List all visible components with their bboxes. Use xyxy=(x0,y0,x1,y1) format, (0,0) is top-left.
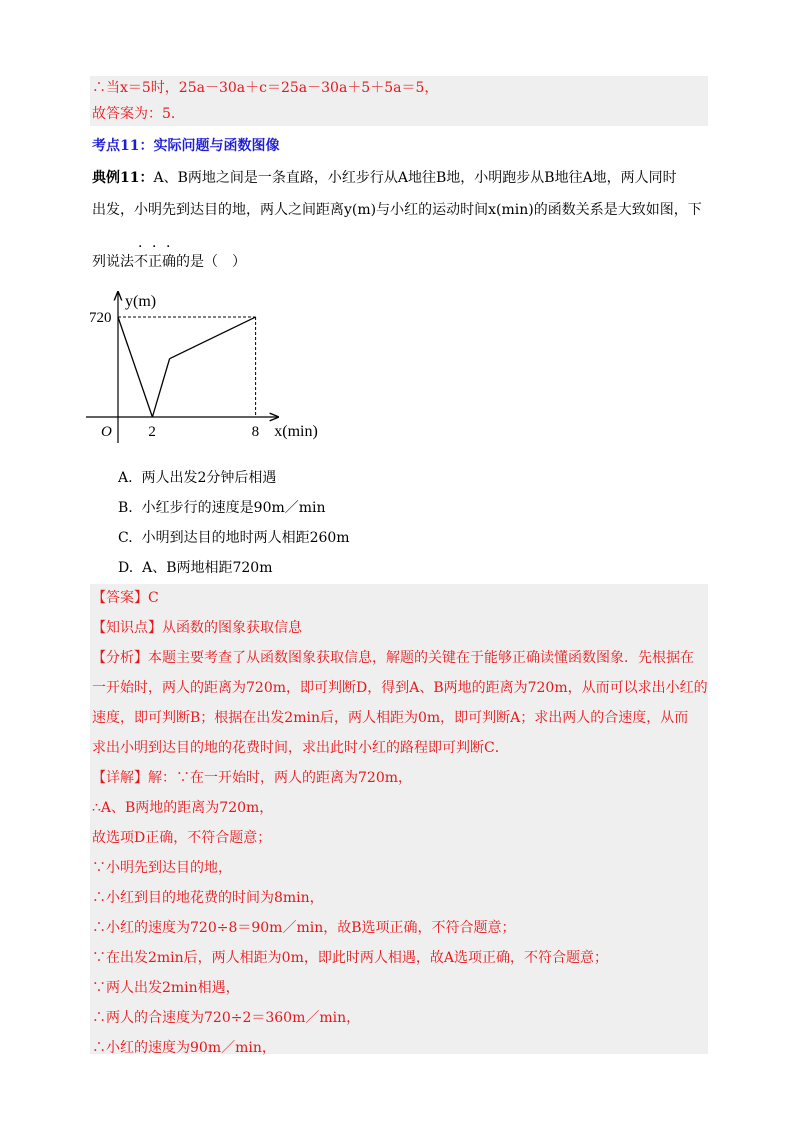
x-axis-label: x(min) xyxy=(274,423,318,440)
previous-solution-line-1: ∴当x＝5时，25a－30a＋c＝25a－30a＋5＋5a＝5， xyxy=(92,80,439,96)
y-axis-label: y(m) xyxy=(125,293,157,310)
series-segment-3 xyxy=(170,317,256,359)
option-a-letter: A. xyxy=(118,470,133,486)
answer-line-3: 【分析】本题主要考查了从函数图象获取信息，解题的关键在于能够正确读懂函数图象．先根据在 xyxy=(92,650,694,666)
answer-line-13: ∵在出发2min后，两人相距为0m，即此时两人相遇，故A选项正确，不符合题意； xyxy=(92,950,608,966)
emphasis-char-1: 不 xyxy=(134,254,148,270)
example-label: 典例11： xyxy=(92,170,154,186)
option-c[interactable] xyxy=(118,528,350,548)
option-c-letter: C. xyxy=(118,530,133,546)
answer-line-15: ∴两人的合速度为720÷2＝360m／min， xyxy=(92,1010,361,1026)
y-tick-720: 720 xyxy=(89,310,112,326)
example-line-3-suffix: 的是（ ） xyxy=(176,254,246,270)
example-line-3-prefix: 列说法 xyxy=(92,254,134,270)
answer-line-6: 求出小明到达目的地的花费时间，求出此时小红的路程即可判断C． xyxy=(92,740,509,756)
answer-line-14: ∵两人出发2min相遇， xyxy=(92,980,240,996)
answer-line-11: ∴小红到目的地花费的时间为8min， xyxy=(92,890,324,906)
previous-solution-line-2: 故答案为：5． xyxy=(92,106,185,122)
answer-line-2: 【知识点】从函数的图象获取信息 xyxy=(92,620,302,636)
answer-line-10: ∵小明先到达目的地， xyxy=(92,860,232,876)
series-segment-1 xyxy=(118,317,152,417)
answer-line-9: 故选项D正确，不符合题意； xyxy=(92,830,272,846)
section-title: 考点11：实际问题与函数图像 xyxy=(92,138,280,154)
option-d-letter: D. xyxy=(118,560,134,576)
option-b-text: 小红步行的速度是90m／min xyxy=(141,500,326,516)
option-d[interactable] xyxy=(118,558,273,578)
example-line-2: 出发，小明先到达目的地，两人之间距离y(m)与小红的运动时间x(min)的函数关系是大致如图，下 xyxy=(92,202,702,218)
answer-line-12: ∴小红的速度为720÷8＝90m／min，故B选项正确，不符合题意； xyxy=(92,920,516,936)
answer-line-16: ∴小红的速度为90m／min， xyxy=(92,1040,276,1056)
answer-line-7: 【详解】解：∵在一开始时，两人的距离为720m， xyxy=(92,770,412,786)
answer-line-1: 【答案】C xyxy=(92,590,159,606)
answer-line-4: 一开始时，两人的距离为720m，即可判断D，得到A、B两地的距离为720m，从而可以求出小红的 xyxy=(92,680,708,696)
emphasis-char-3: 确 xyxy=(162,254,176,270)
option-b-letter: B. xyxy=(118,500,133,516)
example-line-1 xyxy=(92,168,677,188)
distance-time-graph xyxy=(86,286,326,446)
emphasis-char-2: 正 xyxy=(148,254,162,270)
example-text-1: A、B两地之间是一条直路，小红步行从A地往B地，小明跑步从B地往A地，两人同时 xyxy=(153,170,677,186)
answer-line-5: 速度，即可判断B；根据在出发2min后，两人相距为0m，即可判断A；求出两人的合速度，从而 xyxy=(92,710,689,726)
option-c-text: 小明到达目的地时两人相距260m xyxy=(141,530,350,546)
option-d-text: A、B两地相距720m xyxy=(142,560,273,576)
series-segment-2 xyxy=(152,359,169,417)
option-a[interactable] xyxy=(118,468,276,488)
option-a-text: 两人出发2分钟后相遇 xyxy=(141,470,277,486)
x-tick-8: 8 xyxy=(251,424,260,440)
x-tick-2: 2 xyxy=(148,424,156,440)
answer-line-8: ∴A、B两地的距离为720m， xyxy=(92,800,274,816)
example-line-3 xyxy=(92,252,246,272)
origin-label: O xyxy=(101,424,112,440)
option-b[interactable] xyxy=(118,498,326,518)
